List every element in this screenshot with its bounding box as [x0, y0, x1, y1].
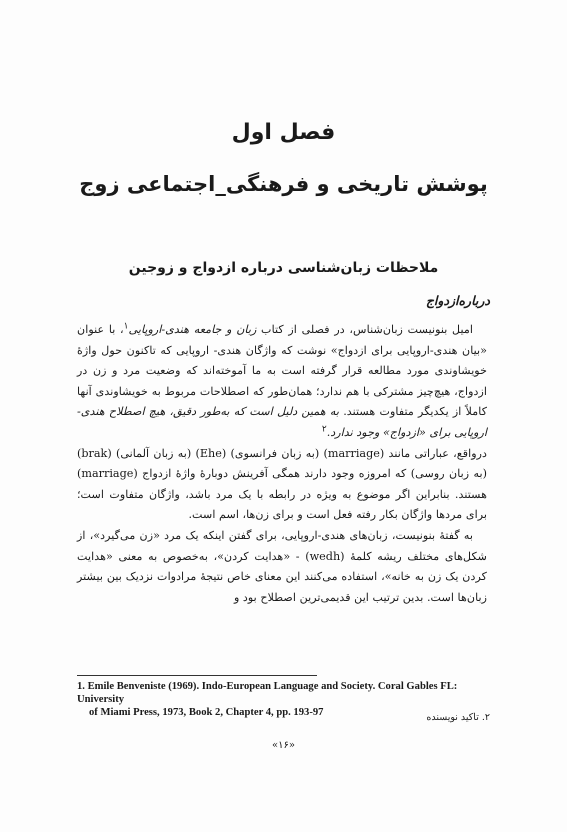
footnote-divider	[77, 675, 317, 676]
subsection-heading: درباره‌ازدواج	[425, 293, 490, 308]
footnote-persian: ۲. تاکید نویسنده	[426, 712, 490, 723]
book-title: زبان و جامعه هندی-اروپایی	[128, 323, 257, 336]
footnote-marker-2: ۲	[321, 424, 327, 435]
paragraph-3	[77, 526, 487, 608]
paragraph-2	[77, 444, 487, 526]
para1-text-a: امیل بنونیست زبان‌شناس، در فصلی از کتاب	[261, 323, 473, 336]
emphasized-quote: به‌طور دقیق، هیچ اصطلاح هندی-اروپایی برای «ازدواج» وجود ندارد.	[77, 405, 487, 439]
section-heading: ملاحظات زبان‌شناسی درباره ازدواج و زوجین	[128, 260, 439, 276]
footnote-marker-1: ۱	[123, 321, 129, 332]
chapter-label: فصل اول	[231, 120, 336, 145]
para1-text-c: به همین دلیل است که	[233, 405, 339, 419]
chapter-title: پوشش تاریخی و فرهنگی_اجتماعی زوج	[79, 172, 488, 196]
footnote-english-line1: 1. Emile Benveniste (1969). Indo-European Language and Society. Coral Gables FL: University	[77, 681, 458, 705]
para2-text: درواقع، عباراتی مانند (marriage) (به زبان فرانسوی) (Ehe) (به زبان آلمانی) (brak) (به زبان روسی) که امروزه وجود دارند همگی آفرینش دوبارهٔ واژهٔ ازدواج (marriage) هستند. بنابراین اگر موضوع به ویژه در رابطه با یک مرد باشد، واژگان متفاوت است؛ برای مردها واژگان بکار رفته فعل است و برای زن‌ها، اسم است.	[77, 446, 487, 522]
para1-text-b: ، با عنوان «بیان هندی-اروپایی برای ازدواج» نوشت که واژگان هندی- اروپایی که تاکنون حول واژهٔ خویشاوندی مورد مطالعه قرار گرفته است به ما آموخته‌اند که وضعیت مرد و زن در ازدواج، هیچ‌چیز مشترکی با هم ندارد؛ همان‌طور که اصطلاحات مربوط به خویشاوندی آنها کاملاً از یکدیگر متفاوت هستند.	[77, 323, 488, 419]
para3-text: به گفتهٔ بنونیست، زبان‌های هندی-اروپایی، برای گفتن اینکه یک مرد «زن می‌گیرد»، از شکل‌های مختلف ریشه کلمهٔ (wedh) - «هدایت کردن»، به‌خصوص به معنی «هدایت کردن یک زن به خانه»، استفاده می‌کنند این معنای خاص نتیجهٔ مرادوات نزدیک بین بیشتر زبان‌ها است. بدین ترتیب این قدیمی‌ترین اصطلاح بود و	[77, 528, 488, 604]
page-number: «۱۶»	[272, 740, 295, 751]
body-text	[77, 320, 487, 608]
footnote-english-line2: of Miami Press, 1973, Book 2, Chapter 4, pp. 193-97	[89, 707, 324, 718]
paragraph-1	[77, 320, 487, 444]
